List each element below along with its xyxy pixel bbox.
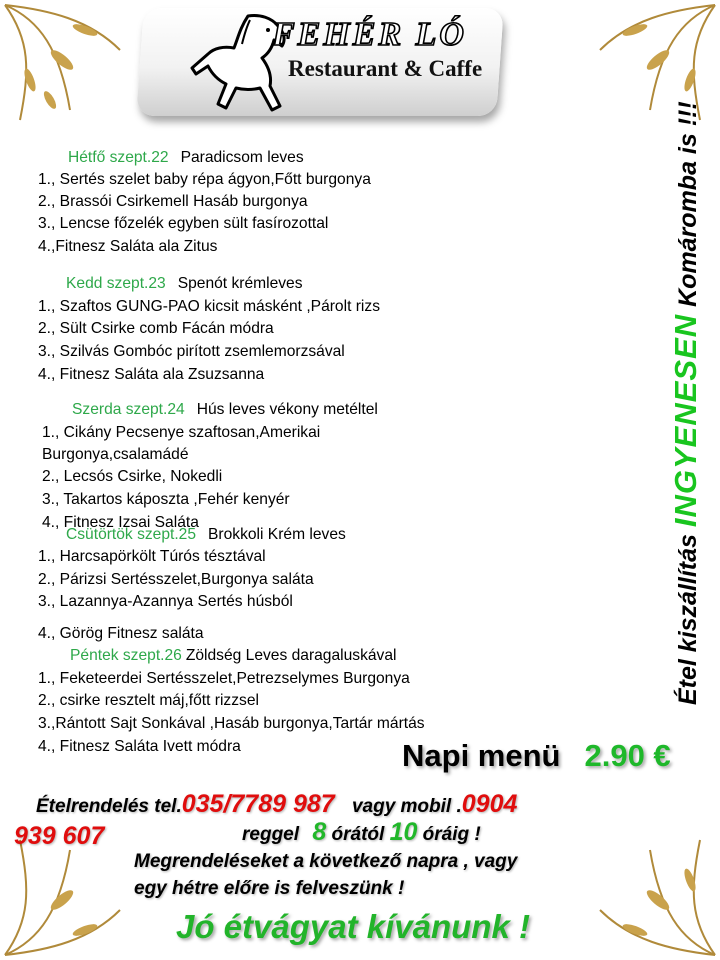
order-label: Ételrendelés tel.: [36, 796, 182, 817]
to-suffix: óráig !: [422, 824, 481, 845]
free-highlight: INGYENESEN: [668, 313, 703, 528]
delivery-area: Komáromba is !!!: [674, 101, 702, 307]
menu-item: 2., Lecsós Csirke, Nokedli: [42, 468, 223, 485]
note-line-2: egy hétre előre is felveszünk !: [134, 878, 405, 899]
menu-item: 3.,Rántott Sajt Sonkával ,Hasáb burgonya,Tartár mártás: [38, 715, 425, 732]
delivery-text: Étel kiszállítás: [674, 534, 702, 705]
phone-number[interactable]: 035/7789 987: [181, 790, 335, 818]
menu-item: 1., Cikány Pecsenye szaftosan,Amerikai: [42, 424, 321, 441]
menu-item: 1., Harcsapörkölt Túrós tésztával: [38, 548, 266, 565]
hours-prefix: reggel: [242, 824, 300, 845]
day-heading-monday: [68, 148, 304, 168]
restaurant-name: FEHÉR LÓ: [272, 16, 467, 53]
menu-item: 1., Feketeerdei Sertésszelet,Petrezselymes Burgonya: [38, 670, 410, 687]
day-heading-friday: [70, 646, 397, 666]
menu-item: Burgonya,csalamádé: [42, 446, 189, 463]
day-label: Kedd szept.23: [66, 275, 166, 292]
hour-to: 10: [389, 818, 418, 846]
soup-label: Spenót krémleves: [177, 275, 303, 292]
menu-item: 1., Sertés szelet baby répa ágyon,Főtt burgonya: [38, 171, 371, 188]
hour-from: 8: [312, 818, 327, 846]
menu-item: 2., Párizsi Sertésszelet,Burgonya saláta: [38, 571, 314, 588]
menu-item: 4., Fitnesz Saláta ala Zsuzsanna: [38, 366, 265, 383]
menu-item: 4., Görög Fitnesz saláta: [38, 625, 204, 642]
soup-label: Paradicsom leves: [180, 149, 304, 166]
or-mobile-label: vagy mobil .: [351, 796, 462, 817]
menu-item: 3., Takartos káposzta ,Fehér kenyér: [42, 491, 290, 508]
corner-ornament-top-left-icon: [0, 0, 130, 130]
day-label: Csütörtök szept.25: [66, 526, 197, 543]
menu-item: 2., Sült Csirke comb Fácán módra: [38, 320, 274, 337]
menu-item: 4., Fitnesz Saláta Ivett módra: [38, 738, 241, 755]
daily-menu-price: [402, 738, 671, 774]
menu-item: 1., Szaftos GUNG-PAO kicsit másként ,Párolt rizs: [38, 298, 380, 315]
menu-item: 3., Szilvás Gombóc pirított zsemlemorzsával: [38, 343, 345, 360]
day-label: Péntek szept.26: [70, 647, 182, 664]
price-value: 2.90 €: [584, 738, 671, 773]
menu-item: 2., csirke resztelt máj,főtt rizzsel: [38, 692, 259, 709]
mobile-number-part2[interactable]: 939 607: [14, 822, 105, 850]
daily-menu-label: Napi menü: [402, 738, 561, 773]
day-label: Szerda szept.24: [72, 401, 185, 418]
day-heading-thursday: [66, 525, 346, 545]
closing-greeting: Jó étvágyat kívánunk !: [176, 908, 530, 945]
menu-item: 4.,Fitnesz Saláta ala Zitus: [38, 238, 218, 255]
order-hours: [242, 818, 481, 847]
soup-label: Brokkoli Krém leves: [208, 526, 346, 543]
restaurant-tagline: Restaurant & Caffe: [288, 56, 483, 81]
menu-item: 3., Lencse főzelék egyben sült fasírozottal: [38, 215, 329, 232]
day-heading-tuesday: [66, 274, 303, 294]
soup-label: Zöldség Leves daragaluskával: [185, 647, 397, 664]
note-line-1: Megrendeléseket a következő napra , vagy: [134, 851, 518, 872]
mobile-number-part1[interactable]: 0904: [461, 790, 518, 818]
soup-label: Hús leves vékony metéltel: [196, 401, 378, 418]
menu-item: 4., Fitnesz Izsai Saláta: [42, 514, 199, 531]
menu-item: 2., Brassói Csirkemell Hasáb burgonya: [38, 193, 308, 210]
from-suffix: órától: [331, 824, 385, 845]
day-heading-wednesday: [72, 400, 378, 420]
delivery-banner: [668, 101, 704, 705]
corner-ornament-bottom-right-icon: [590, 830, 720, 960]
order-line: [36, 790, 517, 819]
day-label: Hétfő szept.22: [68, 149, 169, 166]
menu-item: 3., Lazannya-Azannya Sertés húsból: [38, 593, 293, 610]
